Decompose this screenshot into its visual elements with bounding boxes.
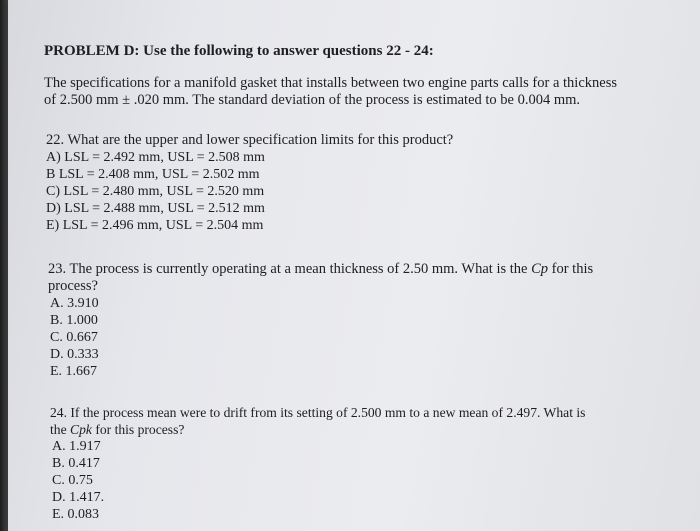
q23-option-d: D. 0.333 bbox=[50, 347, 99, 362]
q24-option-e: E. 0.083 bbox=[52, 507, 100, 522]
q23-option-c: C. 0.667 bbox=[50, 330, 98, 345]
q24-question-prefix: the bbox=[50, 422, 71, 437]
q23-question-line-2: process? bbox=[48, 278, 98, 294]
q24-question-line-2 bbox=[50, 421, 184, 438]
photo-edge-shadow bbox=[0, 0, 8, 531]
problem-heading: PROBLEM D: Use the following to answer questions 22 - 24: bbox=[44, 43, 434, 59]
q22-option-c: C) LSL = 2.480 mm, USL = 2.520 mm bbox=[46, 184, 265, 199]
q22-option-b: B LSL = 2.408 mm, USL = 2.502 mm bbox=[46, 167, 260, 182]
intro-line-1: The specifications for a manifold gasket that installs between two engine parts calls for a thickness bbox=[44, 75, 617, 91]
intro-line-2: of 2.500 mm ± .020 mm. The standard deviation of the process is estimated to be 0.004 mm. bbox=[44, 92, 581, 108]
q22-question: 22. What are the upper and lower specification limits for this product? bbox=[46, 132, 454, 148]
worksheet-page bbox=[8, 0, 700, 531]
q24-option-b: B. 0.417 bbox=[52, 456, 100, 471]
q24-option-d: D. 1.417. bbox=[52, 490, 105, 505]
q22-option-a: A) LSL = 2.492 mm, USL = 2.508 mm bbox=[46, 150, 265, 165]
q22-option-e: E) LSL = 2.496 mm, USL = 2.504 mm bbox=[46, 218, 264, 233]
q22-option-d: D) LSL = 2.488 mm, USL = 2.512 mm bbox=[46, 201, 265, 216]
q23-question-line-1 bbox=[48, 261, 593, 278]
q24-question-cpk: Cpk bbox=[70, 422, 92, 437]
q23-option-e: E. 1.667 bbox=[50, 364, 98, 379]
q24-option-a: A. 1.917 bbox=[52, 439, 101, 454]
q23-option-b: B. 1.000 bbox=[50, 313, 98, 328]
q23-question-cp: Cp bbox=[531, 261, 549, 277]
q23-option-a: A. 3.910 bbox=[50, 296, 99, 311]
q24-option-c: C. 0.75 bbox=[52, 473, 93, 488]
q24-question-line-1: 24. If the process mean were to drift from its setting of 2.500 mm to a new mean of 2.497. What is bbox=[50, 405, 586, 420]
q23-question-suffix: for this bbox=[548, 261, 594, 277]
q24-question-suffix: for this process? bbox=[91, 422, 185, 437]
q23-question-prefix: 23. The process is currently operating at a mean thickness of 2.50 mm. What is the bbox=[48, 261, 532, 277]
